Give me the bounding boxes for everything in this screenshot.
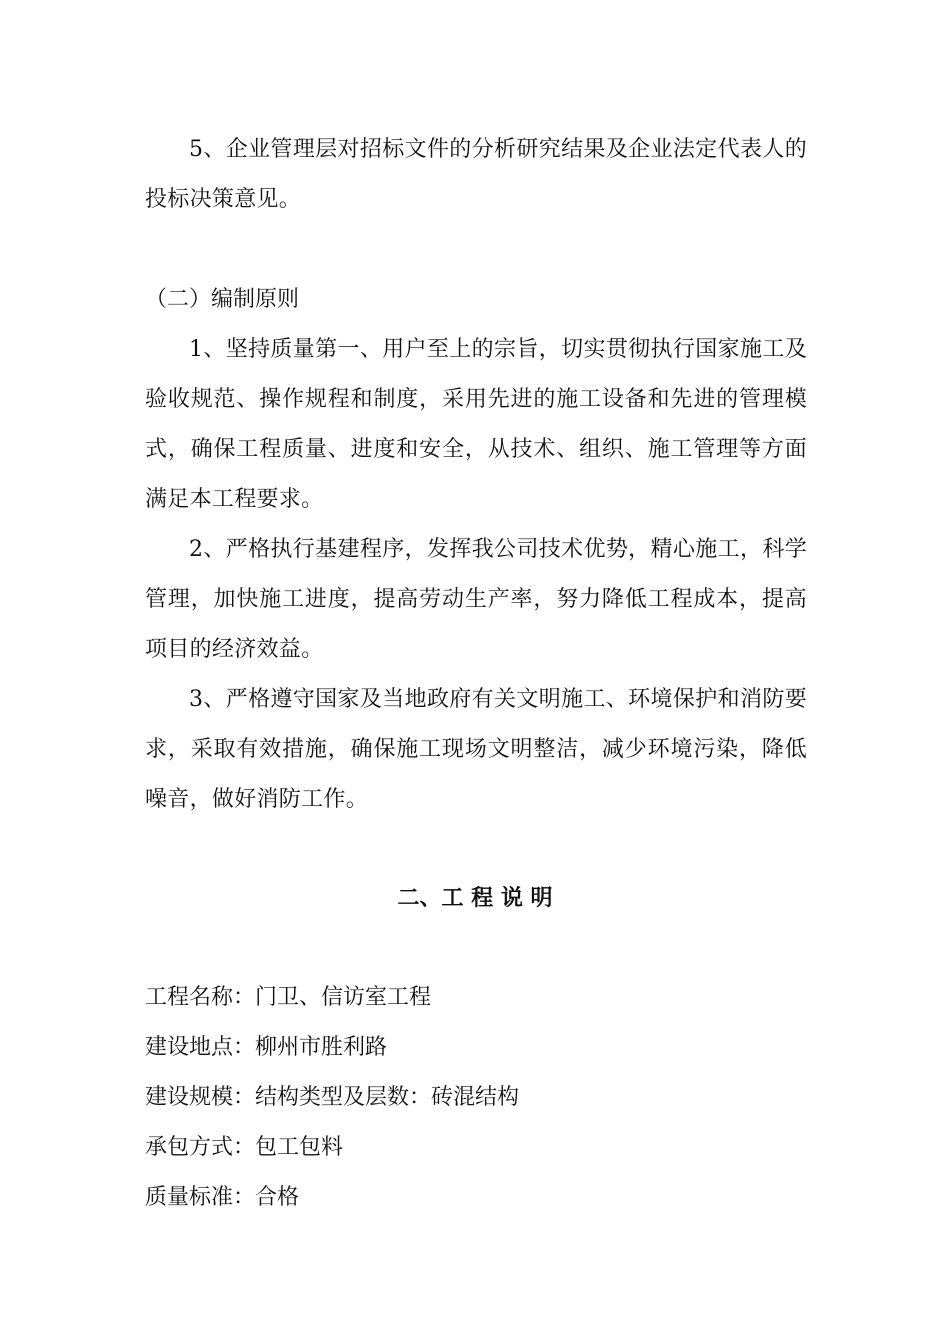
field-project-name [145,973,807,1023]
paragraph-item-5: 5、企业管理层对招标文件的分析研究结果及企业法定代表人的投标决策意见。 [145,137,807,212]
field-contract-mode [145,1123,807,1173]
field-scale [145,1073,807,1123]
subsection-heading: （二）编制原则 [145,287,300,312]
principle-item-3: 3、严格遵守国家及当地政府有关文明施工、环境保护和消防要求，采取有效措施，确保施工现场文明整洁，减少环境污染，降低噪音，做好消防工作。 [145,687,807,812]
field-quality-standard [145,1173,807,1223]
field-value: 包工包料 [255,1135,344,1160]
field-value: 合格 [255,1185,300,1210]
field-value: 柳州市胜利路 [255,1035,388,1060]
field-label: 建设地点： [145,1035,256,1060]
principle-item-1: 1、坚持质量第一、用户至上的宗旨，切实贯彻执行国家施工及验收规范、操作规程和制度，采用先进的施工设备和先进的管理模式，确保工程质量、进度和安全，从技术、组织、施工管理等方面满足本工程要求。 [145,337,807,512]
field-value: 门卫、信访室工程 [255,985,432,1010]
field-value: 结构类型及层数：砖混结构 [255,1085,520,1110]
field-label: 承包方式： [145,1135,256,1160]
field-label: 工程名称： [145,985,256,1010]
principle-item-2: 2、严格执行基建程序，发挥我公司技术优势，精心施工，科学管理，加快施工进度，提高劳动生产率，努力降低工程成本，提高项目的经济效益。 [145,537,807,662]
field-location [145,1023,807,1073]
section-title: 二、工 程 说 明 [397,885,553,911]
field-label: 建设规模： [145,1085,256,1110]
field-label: 质量标准： [145,1185,256,1210]
